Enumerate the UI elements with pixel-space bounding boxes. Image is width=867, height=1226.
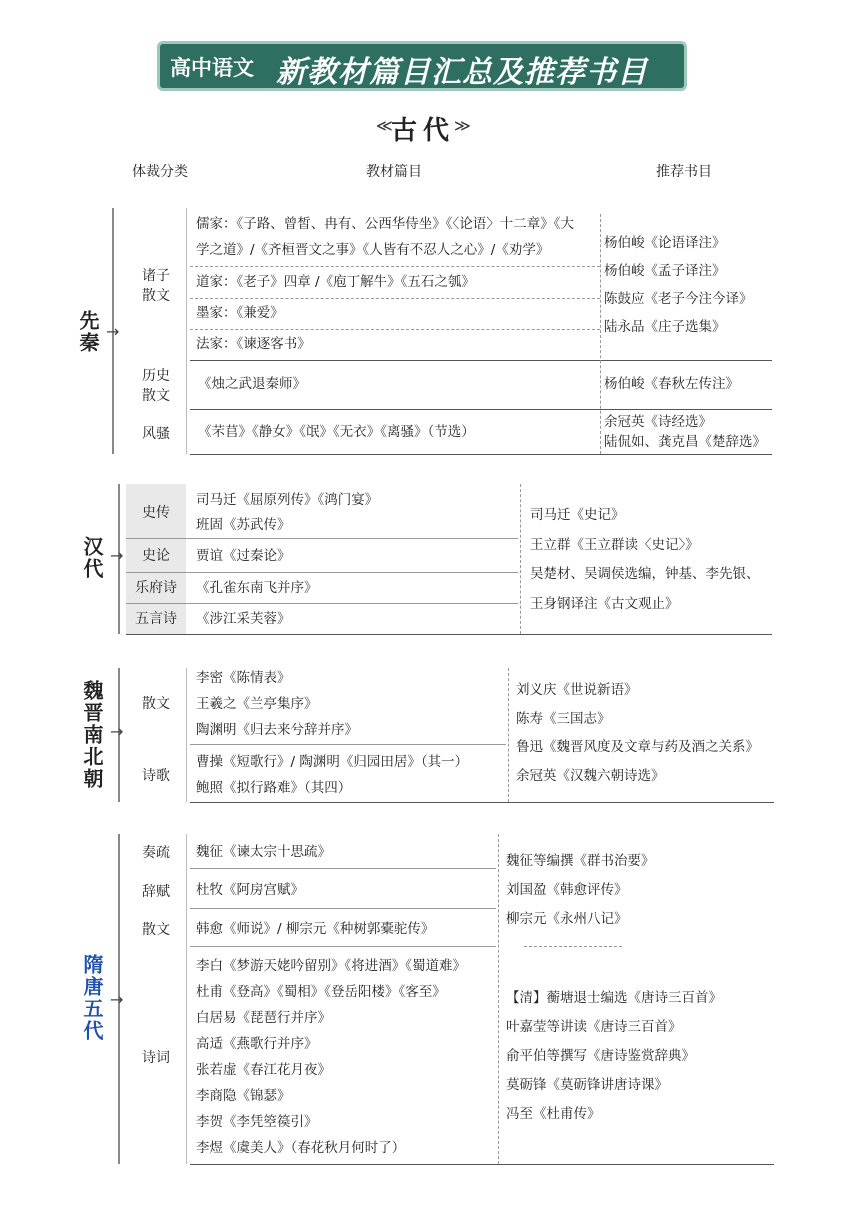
book: 刘国盈《韩愈评传》 bbox=[506, 882, 628, 898]
book: 柳宗元《永州八记》 bbox=[506, 911, 628, 927]
text-tang: 韩愈《师说》/ 柳宗元《种树郭橐驼传》 bbox=[196, 921, 435, 937]
text-tang: 李白《梦游天姥吟留别》《将进酒》《蜀道难》 bbox=[196, 958, 466, 974]
col-genre-header: 体裁分类 bbox=[132, 164, 188, 180]
text-tang: 李商隐《锦瑟》 bbox=[196, 1088, 291, 1104]
divider bbox=[190, 946, 496, 947]
divider bbox=[126, 572, 518, 573]
book: 莫砺锋《莫砺锋讲唐诗课》 bbox=[506, 1077, 668, 1093]
book: 王身钢译注《古文观止》 bbox=[530, 596, 679, 612]
book: 余冠英《汉魏六朝诗选》 bbox=[516, 768, 665, 784]
col-books-header: 推荐书目 bbox=[656, 164, 712, 180]
divider bbox=[190, 802, 774, 803]
genre-shige: 诗歌 bbox=[142, 768, 170, 784]
book: 杨伯峻《春秋左传注》 bbox=[604, 376, 739, 392]
divider bbox=[190, 454, 772, 455]
divider bbox=[190, 329, 600, 330]
text-fengsao: 《芣苢》《静女》《氓》《无衣》《离骚》（节选） bbox=[198, 424, 475, 440]
banner-title: 新教材篇目汇总及推荐书目 bbox=[276, 55, 648, 90]
text-tang: 杜牧《阿房宫赋》 bbox=[196, 882, 304, 898]
divider bbox=[520, 484, 521, 634]
text-tang: 张若虚《春江花月夜》 bbox=[196, 1062, 331, 1078]
text-tang: 魏征《谏太宗十思疏》 bbox=[196, 844, 331, 860]
left-ornament-icon: ≪ bbox=[376, 116, 393, 135]
arrow-right-icon: → bbox=[110, 722, 124, 741]
book: 鲁迅《魏晋风度及文章与药及酒之关系》 bbox=[516, 739, 759, 755]
book: 刘义庆《世说新语》 bbox=[516, 682, 638, 698]
banner-subject: 高中语文 bbox=[170, 56, 254, 80]
book: 余冠英《诗经选》 bbox=[604, 414, 712, 430]
book: 陈寿《三国志》 bbox=[516, 711, 611, 727]
era-title: 古代 bbox=[390, 116, 455, 146]
book: 【清】蘅塘退士编选《唐诗三百首》 bbox=[506, 990, 722, 1006]
genre-shizhuan: 史传 bbox=[142, 505, 170, 521]
genre-lishi: 历史 散文 bbox=[142, 368, 170, 404]
genre-zhuzi: 诸子 散文 bbox=[142, 268, 170, 304]
arrow-right-icon: → bbox=[110, 546, 124, 565]
divider bbox=[186, 834, 187, 1164]
text-han: 《孔雀东南飞并序》 bbox=[196, 580, 318, 596]
genre-sanwen: 散文 bbox=[142, 696, 170, 712]
text-ru-1: 儒家：《子路、曾皙、冉有、公西华侍坐》《〈论语〉十二章》《大 bbox=[196, 216, 574, 232]
text-han: 贾谊《过秦论》 bbox=[196, 548, 291, 564]
divider bbox=[508, 668, 509, 802]
divider bbox=[190, 266, 600, 267]
text-weijin: 曹操《短歌行》/ 陶渊明《归园田居》（其一） bbox=[196, 754, 469, 770]
genre-fengsao: 风骚 bbox=[142, 426, 170, 442]
genre-sanwen: 散文 bbox=[142, 922, 170, 938]
divider bbox=[126, 634, 772, 635]
book: 陆永品《庄子选集》 bbox=[604, 319, 726, 335]
text-tang: 白居易《琵琶行并序》 bbox=[196, 1010, 331, 1026]
book: 吴楚材、吴调侯选编，钟基、李先银、 bbox=[530, 566, 760, 582]
text-han: 《涉江采芙蓉》 bbox=[196, 611, 291, 627]
divider bbox=[190, 409, 772, 410]
right-ornament-icon: ≫ bbox=[454, 116, 471, 135]
text-weijin: 李密《陈情表》 bbox=[196, 670, 291, 686]
book: 司马迁《史记》 bbox=[530, 507, 625, 523]
genre-yuefu: 乐府诗 bbox=[135, 580, 177, 596]
divider bbox=[186, 668, 187, 802]
divider bbox=[524, 946, 622, 947]
book: 杨伯峻《孟子译注》 bbox=[604, 263, 726, 279]
divider bbox=[190, 744, 506, 745]
book: 叶嘉莹等讲读《唐诗三百首》 bbox=[506, 1019, 682, 1035]
genre-zoushu: 奏疏 bbox=[142, 845, 170, 861]
book: 王立群《王立群读〈史记〉》 bbox=[530, 537, 699, 553]
book: 陆侃如、龚克昌《楚辞选》 bbox=[604, 434, 766, 450]
text-weijin: 陶渊明《归去来兮辞并序》 bbox=[196, 722, 358, 738]
text-ru-2: 学之道》/《齐桓晋文之事》《人皆有不忍人之心》/《劝学》 bbox=[196, 242, 550, 258]
text-weijin: 王羲之《兰亭集序》 bbox=[196, 696, 318, 712]
text-tang: 李煜《虞美人》（春花秋月何时了） bbox=[196, 1140, 406, 1156]
text-fa: 法家：《谏逐客书》 bbox=[196, 336, 311, 352]
text-han: 班固《苏武传》 bbox=[196, 517, 291, 533]
text-weijin: 鲍照《拟行路难》（其四） bbox=[196, 780, 352, 796]
divider bbox=[126, 603, 518, 604]
divider bbox=[190, 908, 496, 909]
book: 俞平伯等撰写《唐诗鉴赏辞典》 bbox=[506, 1048, 695, 1064]
period-weijin: 魏晋南北朝 bbox=[80, 680, 104, 790]
arrow-right-icon: → bbox=[106, 322, 120, 341]
text-lishi: 《烛之武退秦师》 bbox=[198, 376, 306, 392]
arrow-right-icon: → bbox=[110, 990, 124, 1009]
text-tang: 杜甫《登高》《蜀相》《登岳阳楼》《客至》 bbox=[196, 984, 446, 1000]
text-tang: 高适《燕歌行并序》 bbox=[196, 1036, 318, 1052]
text-mo: 墨家：《兼爱》 bbox=[196, 305, 284, 321]
divider bbox=[190, 868, 496, 869]
text-tang: 李贺《李凭箜篌引》 bbox=[196, 1114, 318, 1130]
divider bbox=[600, 214, 601, 454]
col-texts-header: 教材篇目 bbox=[366, 164, 422, 180]
book: 杨伯峻《论语译注》 bbox=[604, 235, 726, 251]
genre-wuyan: 五言诗 bbox=[135, 611, 177, 627]
book: 陈鼓应《老子今注今译》 bbox=[604, 291, 753, 307]
divider bbox=[186, 208, 187, 454]
divider bbox=[498, 834, 499, 1164]
period-xianqin: 先秦 bbox=[76, 310, 100, 354]
period-suitang: 隋唐五代 bbox=[80, 954, 104, 1042]
genre-cifu: 辞赋 bbox=[142, 884, 170, 900]
text-han: 司马迁《屈原列传》《鸿门宴》 bbox=[196, 492, 379, 508]
book: 魏征等编撰《群书治要》 bbox=[506, 853, 655, 869]
book: 冯至《杜甫传》 bbox=[506, 1106, 601, 1122]
divider bbox=[190, 360, 772, 361]
period-handai: 汉代 bbox=[80, 536, 104, 580]
divider bbox=[126, 538, 518, 539]
genre-shici: 诗词 bbox=[142, 1050, 170, 1066]
divider bbox=[190, 298, 600, 299]
text-dao: 道家：《老子》四章 /《庖丁解牛》《五石之瓠》 bbox=[196, 274, 475, 290]
genre-shilun: 史论 bbox=[142, 548, 170, 564]
divider bbox=[190, 1164, 774, 1165]
